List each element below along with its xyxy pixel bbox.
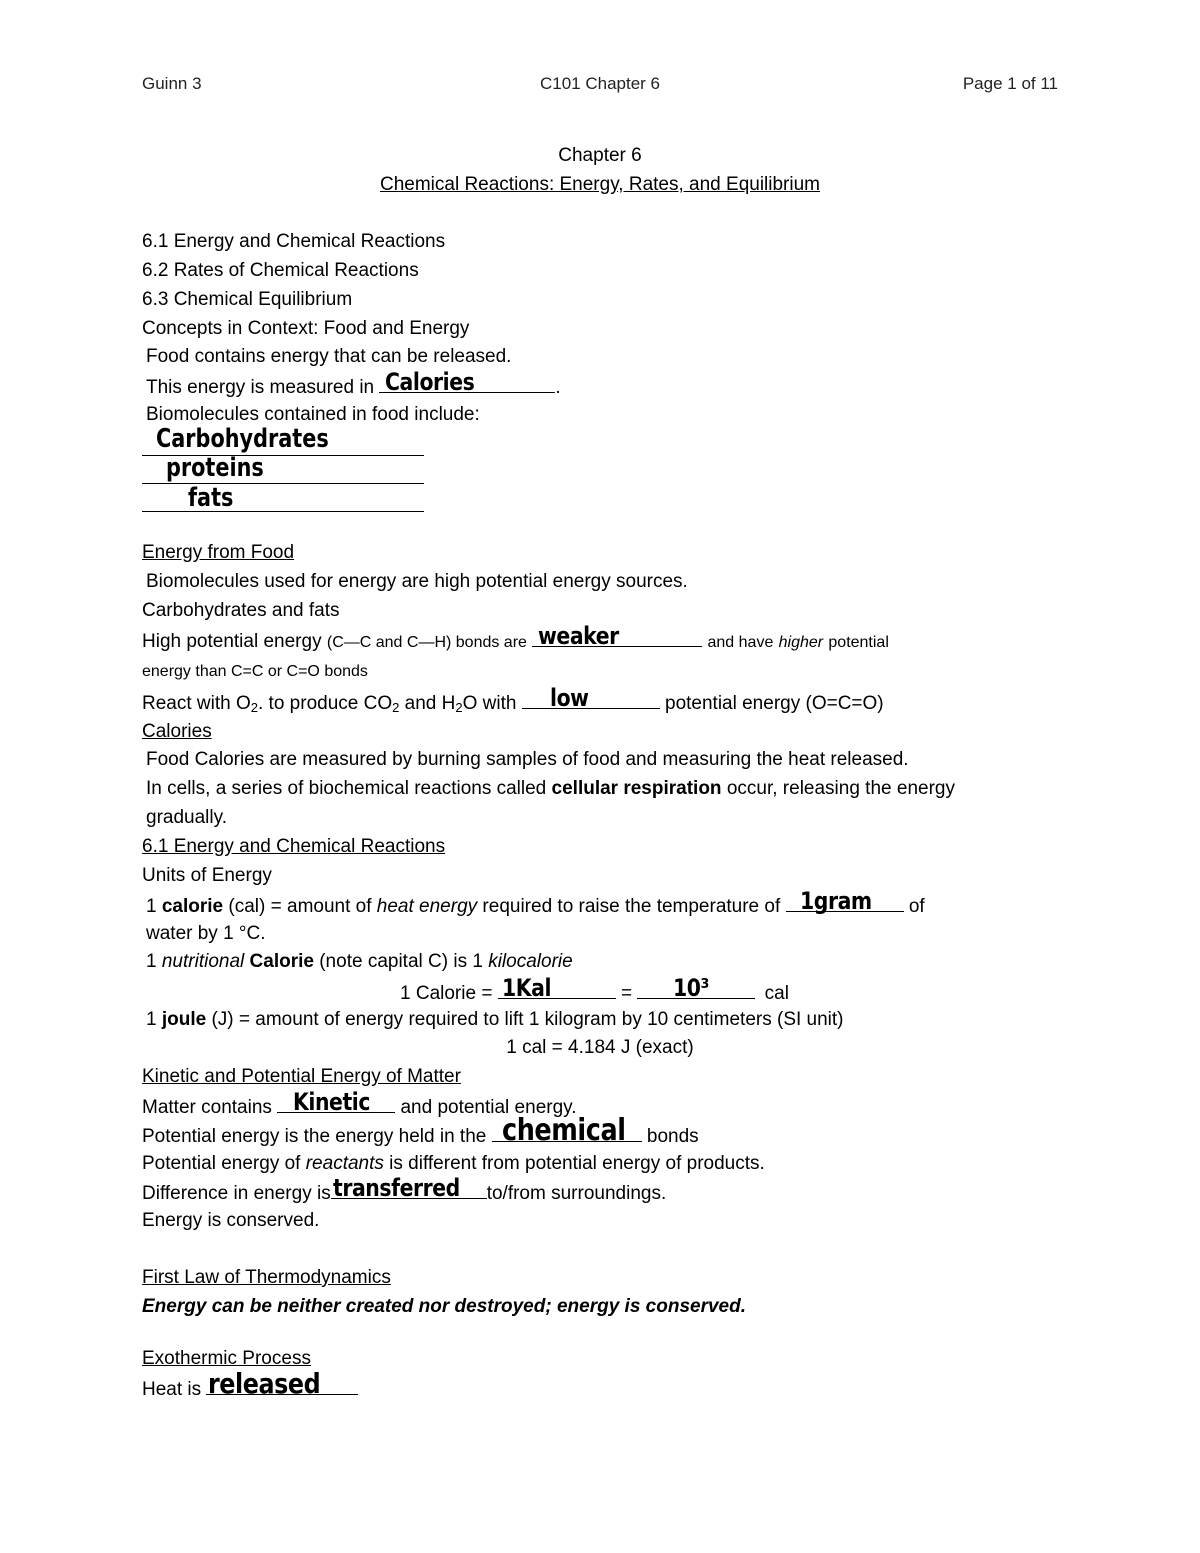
answer-blank — [637, 974, 755, 1002]
handwritten-answer: low — [549, 684, 589, 712]
text: cal — [764, 983, 789, 1004]
handwritten-answer: 1Kal — [501, 974, 551, 1002]
section-heading: Kinetic and Potential Energy of Matter — [142, 1066, 461, 1087]
header-left: Guinn 3 — [142, 74, 202, 93]
law-statement: Energy can be neither created nor destroyed; energy is conserved. — [142, 1296, 746, 1317]
text-line: Food Calories are measured by burning samples of food and measuring the heat released. — [146, 749, 909, 770]
text-line — [146, 777, 955, 801]
text: (C—C and C—H) bonds are — [326, 634, 527, 651]
text: of — [908, 896, 925, 917]
text: required to raise the temperature of — [482, 896, 781, 917]
text: Difference in energy is — [142, 1183, 331, 1204]
text-line: Carbohydrates and fats — [142, 600, 340, 621]
text-line: water by 1 °C. — [146, 923, 266, 944]
section-heading: First Law of Thermodynamics — [142, 1267, 391, 1288]
handwritten-answer: transferred — [332, 1174, 460, 1202]
section-heading: Energy from Food — [142, 542, 295, 563]
answer-blank — [277, 1088, 395, 1116]
section-heading: 6.1 Energy and Chemical Reactions — [142, 836, 446, 857]
text: This energy is measured in — [146, 377, 375, 398]
handwritten-answer: Calories — [385, 368, 475, 396]
text: (J) = amount of energy required to lift 1 kilogram by 10 centimeters (SI unit) — [211, 1009, 844, 1030]
answer-blank — [492, 1113, 642, 1148]
text: 1 — [146, 896, 157, 917]
bold-term: cellular respiration — [551, 778, 722, 799]
text: bonds — [646, 1126, 699, 1147]
text: potential — [828, 634, 889, 651]
calorie-equation — [400, 974, 789, 1006]
text: 1 Calorie = — [400, 983, 493, 1004]
text: is different from potential energy of products. — [389, 1153, 765, 1174]
handwritten-answer: released — [208, 1367, 321, 1400]
handwritten-answer: weaker — [538, 622, 620, 650]
handwritten-answer: 10³ — [673, 974, 710, 1002]
handwritten-answer: proteins — [166, 453, 264, 483]
text: = — [620, 983, 633, 1004]
text-line: gradually. — [146, 807, 227, 828]
italic-term: nutritional — [161, 951, 245, 972]
text: 1 — [146, 951, 157, 972]
answer-blank — [522, 684, 660, 712]
text-line: Energy is conserved. — [142, 1210, 320, 1231]
answer-blank — [142, 483, 424, 484]
text-line — [142, 1367, 358, 1402]
italic-term: reactants — [305, 1153, 384, 1174]
toc-item: Concepts in Context: Food and Energy — [142, 318, 470, 339]
answer-blank — [379, 368, 555, 396]
toc-item: 6.1 Energy and Chemical Reactions — [142, 231, 446, 252]
bold-term: calorie — [161, 896, 224, 917]
text-line — [142, 1174, 667, 1206]
chapter-subtitle: Chemical Reactions: Energy, Rates, and Equilibrium — [379, 174, 820, 195]
text: . to produce CO — [258, 693, 393, 714]
header-center: C101 Chapter 6 — [539, 74, 661, 93]
text: higher — [778, 634, 824, 651]
answer-blank — [331, 1174, 487, 1202]
text: to/from surroundings. — [486, 1183, 667, 1204]
text: Heat is — [142, 1379, 202, 1400]
handwritten-answer: 1gram — [799, 887, 872, 915]
intro-line: Biomolecules contained in food include: — [146, 404, 480, 425]
answer-blank — [142, 511, 424, 512]
text: potential energy (O=C=O) — [665, 693, 884, 714]
text: High potential energy — [142, 631, 322, 652]
subscript: 2 — [455, 700, 463, 715]
text: O with — [462, 693, 517, 714]
answer-blank — [498, 974, 616, 1002]
text: In cells, a series of biochemical reactions called — [146, 778, 547, 799]
text: Potential energy of — [142, 1153, 301, 1174]
toc-item: 6.3 Chemical Equilibrium — [142, 289, 353, 310]
text-line — [142, 1152, 765, 1176]
text: (cal) = amount of — [228, 896, 372, 917]
text: (note capital C) is 1 — [319, 951, 483, 972]
italic-term: kilocalorie — [488, 951, 573, 972]
text-line: Units of Energy — [142, 865, 272, 886]
text: React with O — [142, 693, 251, 714]
text: . — [555, 377, 561, 398]
answer-blank — [206, 1367, 358, 1400]
text: Potential energy is the energy held in the — [142, 1126, 487, 1147]
intro-line: Food contains energy that can be released. — [146, 346, 512, 367]
answer-blank — [532, 622, 702, 650]
chapter-title: Chapter 6 — [558, 145, 642, 166]
subscript: 2 — [250, 700, 258, 715]
bold-term: Calorie — [249, 951, 314, 972]
joule-definition — [146, 1008, 844, 1032]
text: Matter contains — [142, 1097, 272, 1118]
nutritional-calorie-line — [146, 950, 573, 974]
text: occur, releasing the energy — [726, 778, 955, 799]
section-heading: Exothermic Process — [142, 1348, 311, 1369]
text: and potential energy. — [400, 1097, 577, 1118]
calorie-definition — [146, 887, 925, 919]
italic-term: heat energy — [376, 896, 478, 917]
text-line: Biomolecules used for energy are high potential energy sources. — [146, 571, 688, 592]
header-page-number: Page 1 of 11 — [962, 74, 1058, 93]
text-line — [142, 1113, 699, 1149]
handwritten-answer: Carbohydrates — [156, 424, 329, 454]
toc-item: 6.2 Rates of Chemical Reactions — [142, 260, 419, 281]
react-line — [142, 684, 884, 720]
intro-measured-line — [146, 368, 561, 400]
bold-term: joule — [161, 1009, 207, 1030]
handwritten-answer: chemical — [501, 1113, 626, 1148]
subscript: 2 — [392, 700, 400, 715]
answer-blank — [786, 887, 904, 915]
text: and H — [404, 693, 456, 714]
handwritten-answer: Kinetic — [293, 1088, 371, 1116]
section-heading: Calories — [142, 721, 212, 742]
text: 1 — [146, 1009, 157, 1030]
handwritten-answer: fats — [188, 483, 234, 513]
bond-energy-line — [142, 622, 889, 655]
conversion-line: 1 cal = 4.184 J (exact) — [506, 1037, 694, 1058]
text: and have — [707, 634, 774, 651]
text-line: energy than C=C or C=O bonds — [142, 663, 368, 680]
